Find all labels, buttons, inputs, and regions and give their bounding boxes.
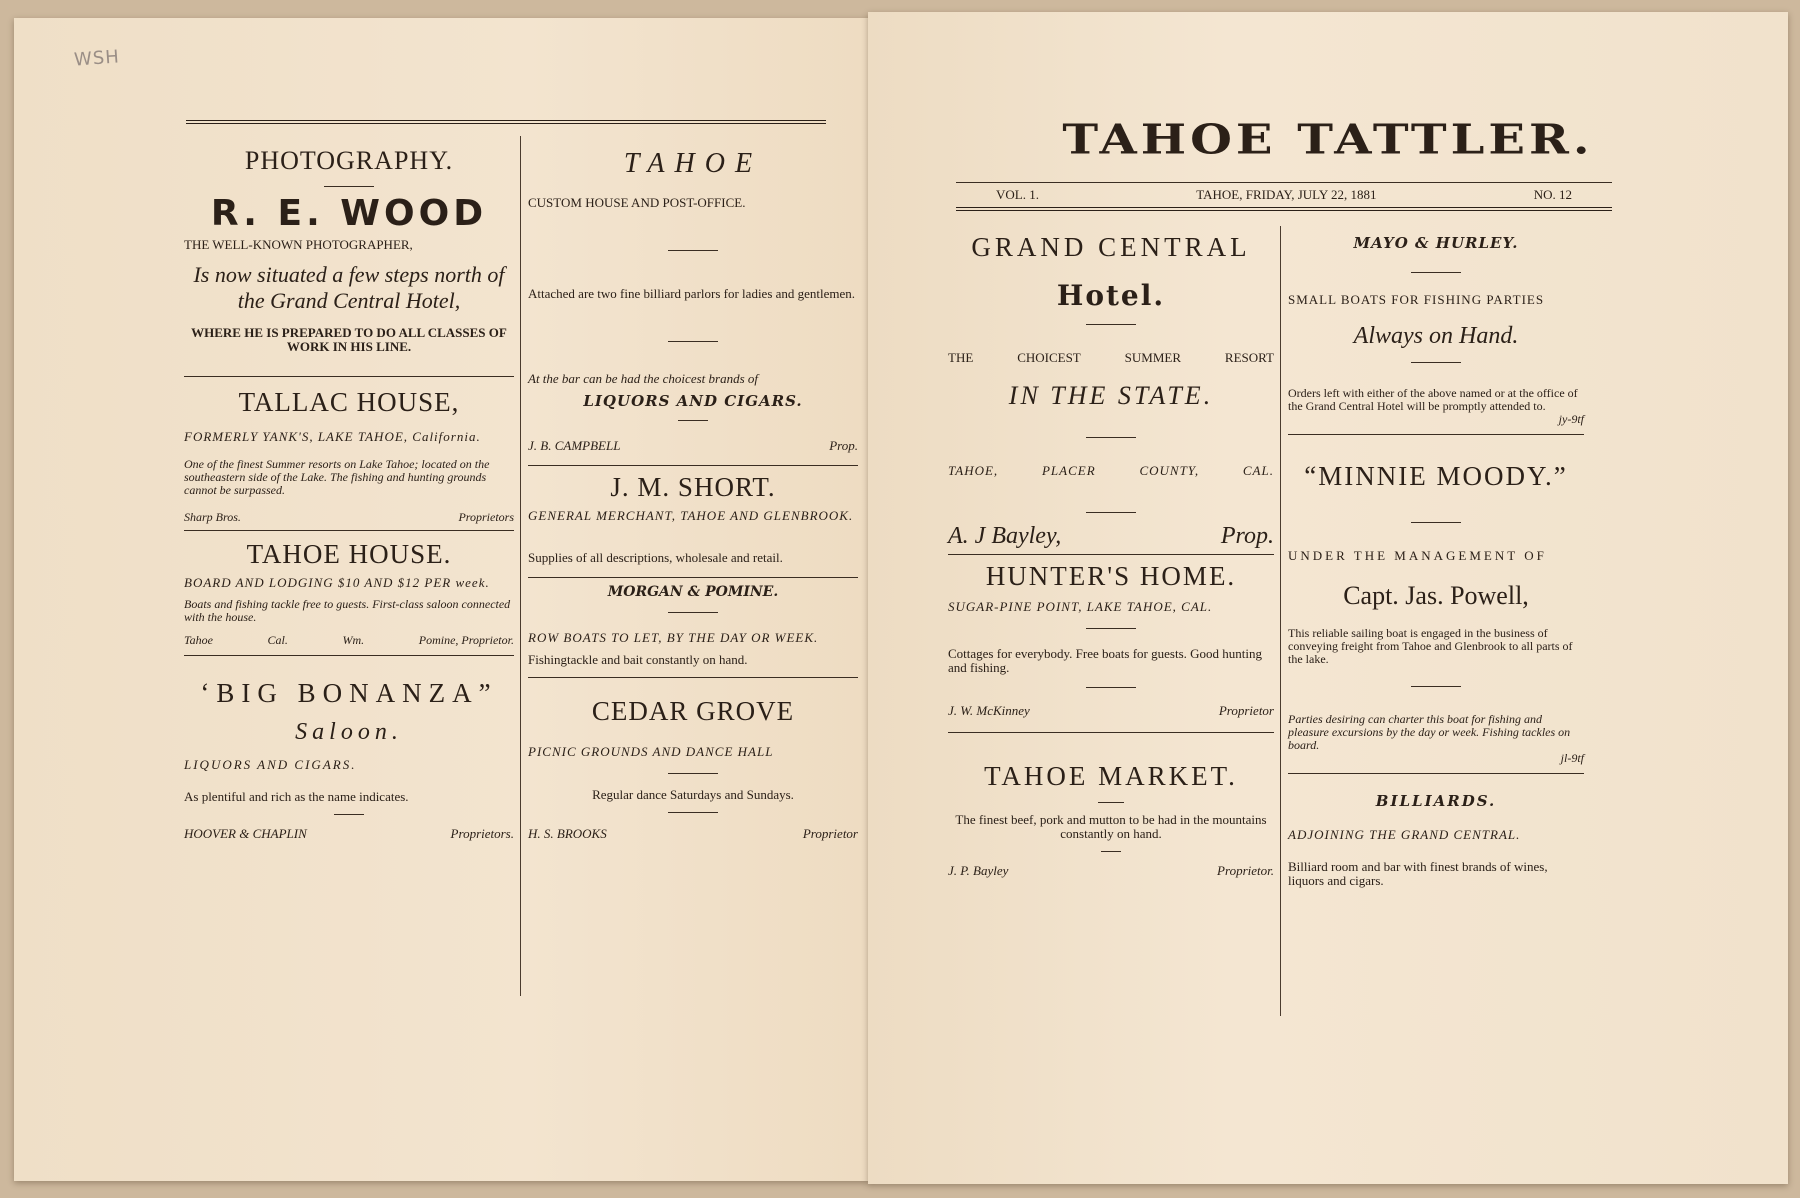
tallac-body: One of the finest Summer resorts on Lake Tahoe; located on the southeastern side of the Lake. The fishing and hunting grounds cannot be surpassed. xyxy=(184,457,490,497)
minnie-captain: Capt. Jas. Powell, xyxy=(1343,581,1529,610)
bonanza-owner: HOOVER & CHAPLIN xyxy=(184,826,307,841)
tahoe-bar: At the bar can be had the choicest brands of xyxy=(528,371,758,386)
tahoe-heading: TAHOE xyxy=(623,148,763,179)
bonanza-role: Proprietors. xyxy=(450,826,514,841)
tallac-ad xyxy=(184,387,514,524)
jp-bayley-role: Proprietor. xyxy=(1217,863,1274,878)
divider xyxy=(1086,437,1136,438)
billiards-body: Billiard room and bar with finest brands of wines, liquors and cigars. xyxy=(1288,859,1548,888)
grand-line2: IN THE STATE. xyxy=(1008,381,1214,410)
grand-hotel: Hotel. xyxy=(1056,279,1166,312)
divider xyxy=(668,250,718,251)
jp-bayley-name: J. P. Bayley xyxy=(948,863,1009,878)
rule xyxy=(528,577,858,578)
minnie-heading: “MINNIE MOODY.” xyxy=(1304,461,1568,491)
rule xyxy=(184,655,514,656)
mayo-line: Always on Hand. xyxy=(1353,323,1519,349)
tahoe-sub: CUSTOM HOUSE AND POST-OFFICE. xyxy=(528,195,746,210)
billiards-sub: ADJOINING THE GRAND CENTRAL. xyxy=(1288,827,1521,842)
grand-place-2: PLACER xyxy=(1041,463,1096,478)
grand-line1-4: RESORT xyxy=(1224,350,1274,365)
grand-place-3: COUNTY, xyxy=(1139,463,1200,478)
tallac-role: Proprietors xyxy=(458,510,514,524)
bonanza-body: As plentiful and rich as the name indicates. xyxy=(184,789,409,804)
top-rule xyxy=(186,120,826,124)
rule xyxy=(184,530,514,531)
campbell-role: Prop. xyxy=(829,438,858,453)
divider xyxy=(1101,851,1121,852)
billiards-ad xyxy=(1288,792,1584,888)
mayo-ad xyxy=(1288,234,1584,426)
mckinney-role: Proprietor xyxy=(1218,703,1274,718)
short-sub: GENERAL MERCHANT, TAHOE AND GLENBROOK. xyxy=(528,508,854,523)
divider xyxy=(1411,522,1461,523)
column-divider xyxy=(520,136,521,996)
rule xyxy=(184,376,514,377)
divider xyxy=(668,612,718,613)
tahoe-house-body: Boats and fishing tackle free to guests. First-class saloon connected with the house. xyxy=(184,597,511,624)
bonanza-heading: ‘BIG BONANZA” xyxy=(200,678,498,708)
divider xyxy=(1086,324,1136,325)
hunter-sub: SUGAR-PINE POINT, LAKE TAHOE, CAL. xyxy=(948,599,1213,614)
wood-body: Is now situated a few steps north of the Grand Central Hotel, xyxy=(193,262,505,313)
brooks-name: H. S. BROOKS xyxy=(528,826,607,841)
divider xyxy=(334,814,364,815)
divider xyxy=(1086,628,1136,629)
divider xyxy=(324,186,374,187)
brooks-role: Proprietor xyxy=(802,826,858,841)
grand-line1-1: THE xyxy=(948,350,974,365)
column-3 xyxy=(948,232,1274,878)
mayo-sub: SMALL BOATS FOR FISHING PARTIES xyxy=(1288,292,1545,307)
minnie-charter: Parties desiring can charter this boat for fishing and pleasure excursions by the day or week. Fishing tackles on board. xyxy=(1288,712,1571,752)
tahoe-customs-ad xyxy=(528,148,858,453)
masthead-dateline xyxy=(956,182,1612,211)
left-page xyxy=(14,18,869,1181)
wood-name: R. E. WOOD xyxy=(210,193,488,234)
column-2 xyxy=(528,148,858,841)
tallac-owner: Sharp Bros. xyxy=(184,510,241,524)
divider xyxy=(1098,802,1124,803)
mayo-body: Orders left with either of the above named or at the office of the Grand Central Hotel will be promptly attended to. xyxy=(1288,386,1578,413)
morgan-body: Fishingtackle and bait constantly on hand. xyxy=(528,652,748,667)
rule xyxy=(1288,773,1584,774)
tahoe-house-heading: TAHOE HOUSE. xyxy=(246,539,452,569)
market-ad xyxy=(948,761,1274,878)
mayo-code: jy-9tf xyxy=(1558,412,1584,426)
rule xyxy=(948,554,1274,555)
tallac-heading: TALLAC HOUSE, xyxy=(238,387,460,417)
grand-place-1: TAHOE, xyxy=(948,463,999,478)
cedar-ad xyxy=(528,696,858,841)
grand-heading: GRAND CENTRAL xyxy=(971,232,1251,262)
divider xyxy=(668,341,718,342)
masthead-date: TAHOE, FRIDAY, JULY 22, 1881 xyxy=(1196,187,1377,202)
billiards-heading: BILLIARDS. xyxy=(1375,792,1497,810)
market-heading: TAHOE MARKET. xyxy=(984,761,1238,791)
mayo-heading: MAYO & HURLEY. xyxy=(1353,234,1519,252)
rule xyxy=(528,465,858,466)
divider xyxy=(678,420,708,421)
grand-line1-3: SUMMER xyxy=(1124,350,1182,365)
column-divider xyxy=(1280,226,1281,1016)
morgan-sub: ROW BOATS TO LET, BY THE DAY OR WEEK. xyxy=(528,630,819,645)
grand-central-ad xyxy=(948,232,1274,550)
divider xyxy=(1086,687,1136,688)
pencil-note: WSH xyxy=(73,46,121,71)
grand-role: Prop. xyxy=(1220,523,1274,549)
masthead-title: TAHOE TATTLER. xyxy=(1062,116,1594,164)
tahoe-liquors: LIQUORS AND CIGARS. xyxy=(583,392,803,410)
rule xyxy=(1288,434,1584,435)
mckinney-name: J. W. McKinney xyxy=(948,703,1030,718)
hunter-body: Cottages for everybody. Free boats for guests. Good hunting and fishing. xyxy=(948,646,1262,675)
bonanza-sub: Saloon. xyxy=(295,719,403,745)
divider xyxy=(668,812,718,813)
minnie-ad xyxy=(1288,461,1584,765)
photography-ad xyxy=(184,146,514,354)
hunter-heading: HUNTER'S HOME. xyxy=(985,561,1237,591)
column-4 xyxy=(1288,234,1584,888)
rule xyxy=(948,732,1274,733)
short-ad xyxy=(528,472,858,565)
tahoe-house-foot-2: Cal. xyxy=(267,633,288,647)
tahoe-house-sub: BOARD AND LODGING $10 AND $12 PER week. xyxy=(184,575,490,590)
divider xyxy=(1411,362,1461,363)
grand-place-4: CAL. xyxy=(1242,463,1274,478)
cedar-sub: PICNIC GROUNDS AND DANCE HALL xyxy=(528,744,774,759)
rule xyxy=(528,677,858,678)
market-body: The finest beef, pork and mutton to be had in the mountains constantly on hand. xyxy=(955,812,1267,841)
divider xyxy=(1411,686,1461,687)
short-heading: J. M. SHORT. xyxy=(610,472,776,502)
tahoe-house-foot-1: Tahoe xyxy=(184,633,213,647)
masthead-no: NO. 12 xyxy=(1533,187,1572,202)
column-1 xyxy=(184,146,514,841)
short-body: Supplies of all descriptions, wholesale and retail. xyxy=(528,550,783,565)
cedar-heading: CEDAR GROVE xyxy=(591,696,795,726)
divider xyxy=(1411,272,1461,273)
divider xyxy=(1086,512,1136,513)
bonanza-ad xyxy=(184,678,514,841)
minnie-code: jl-9tf xyxy=(1560,751,1584,765)
tahoe-house-foot-3: Wm. xyxy=(342,633,365,647)
wood-sub: THE WELL-KNOWN PHOTOGRAPHER, xyxy=(184,237,413,252)
morgan-ad xyxy=(528,584,858,667)
tahoe-house-ad xyxy=(184,539,514,647)
hunter-ad xyxy=(948,561,1274,718)
cedar-body: Regular dance Saturdays and Sundays. xyxy=(592,787,794,802)
masthead-vol: VOL. 1. xyxy=(996,187,1039,202)
tallac-sub: FORMERLY YANK'S, LAKE TAHOE, California. xyxy=(184,429,481,444)
tahoe-body: Attached are two fine billiard parlors for ladies and gentlemen. xyxy=(528,286,856,301)
grand-line1-2: CHOICEST xyxy=(1017,350,1081,365)
minnie-sub: UNDER THE MANAGEMENT OF xyxy=(1288,548,1547,563)
divider xyxy=(668,773,718,774)
bonanza-line: LIQUORS AND CIGARS. xyxy=(184,757,357,772)
grand-owner: A. J Bayley, xyxy=(948,523,1062,549)
morgan-heading: MORGAN & POMINE. xyxy=(607,584,779,600)
minnie-body: This reliable sailing boat is engaged in the business of conveying freight from Tahoe and Glenbrook to all parts of the lake. xyxy=(1288,626,1573,666)
photography-heading: PHOTOGRAPHY. xyxy=(244,146,454,175)
tahoe-house-foot-4: Pomine, Proprietor. xyxy=(418,633,514,647)
right-page xyxy=(868,12,1788,1184)
campbell-name: J. B. CAMPBELL xyxy=(528,438,621,453)
wood-foot: WHERE HE IS PREPARED TO DO ALL CLASSES OF WORK IN HIS LINE. xyxy=(191,325,507,354)
